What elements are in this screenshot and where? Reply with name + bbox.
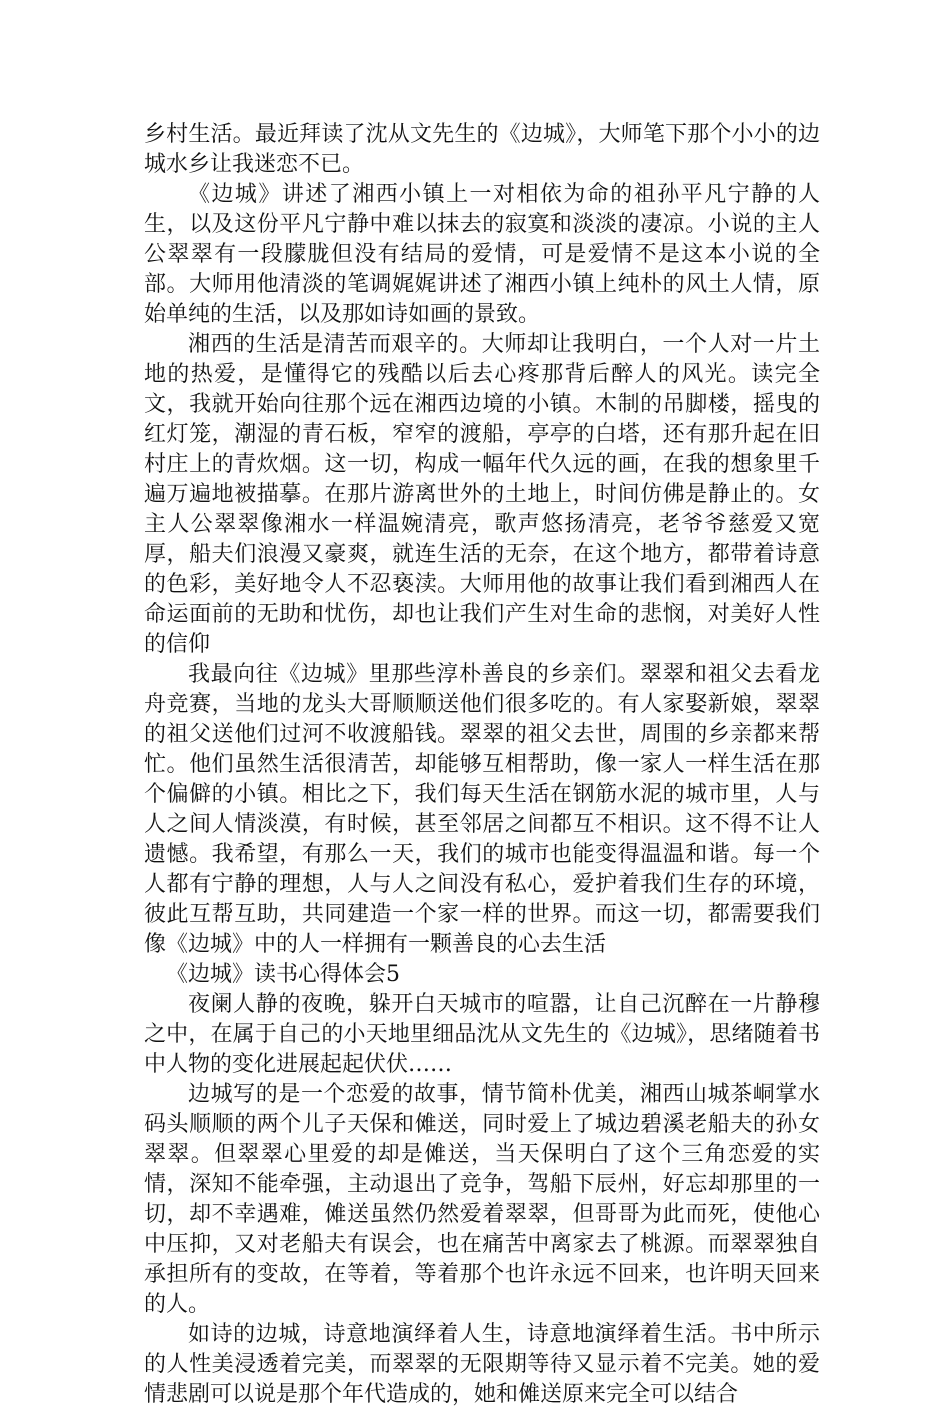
paragraph: 我最向往《边城》里那些淳朴善良的乡亲们。翠翠和祖父去看龙舟竞赛，当地的龙头大哥顺顺送他们很多吃的。有人家娶新娘，翠翠的祖父送他们过河不收渡船钱。翠翠的祖父去世，周围的乡亲都来帮忙。他们虽然生活很清苦，却能够互相帮助，像一家人一样生活在那个偏僻的小镇。相比之下，我们每天生活在钢筋水泥的城市里，人与人之间人情淡漠，有时候，甚至邻居之间都互不相识。这不得不让人遗憾。我希望，有那么一天，我们的城市也能变得温温和谐。每一个人都有宁静的理想，人与人之间没有私心，爱护着我们生存的环境，彼此互帮互助，共同建造一个家一样的世界。而这一切，都需要我们像《边城》中的人一样拥有一颗善良的心去生活: [144, 662, 820, 957]
paragraph: 《边城》讲述了湘西小镇上一对相依为命的祖孙平凡宁静的人生，以及这份平凡宁静中难以抹去的寂寞和淡淡的凄凉。小说的主人公翠翠有一段朦胧但没有结局的爱情，可是爱情不是这本小说的全部。大师用他清淡的笔调娓娓讲述了湘西小镇上纯朴的风土人情，原始单纯的生活，以及那如诗如画的景致。: [144, 182, 820, 327]
paragraph: 夜阑人静的夜晚，躲开白天城市的喧嚣，让自己沉醉在一片静穆之中，在属于自己的小天地里细品沈从文先生的《边城》，思绪随着书中人物的变化进展起起伏伏……: [144, 992, 820, 1077]
section-heading: 《边城》读书心得体会5: [166, 962, 400, 987]
paragraph: 边城写的是一个恋爱的故事，情节简朴优美，湘西山城茶峒掌水码头顺顺的两个儿子天保和傩送，同时爱上了城边碧溪老船夫的孙女翠翠。但翠翠心里爱的却是傩送，当天保明白了这个三角恋爱的实情，深知不能牵强，主动退出了竞争，驾船下辰州，好忘却那里的一切，却不幸遇难，傩送虽然仍然爱着翠翠，但哥哥为此而死，使他心中压抑，又对老船夫有误会，也在痛苦中离家去了桃源。而翠翠独自承担所有的变故，在等着，等着那个也许永远不回来，也许明天回来的人。: [144, 1082, 820, 1317]
paragraph: 乡村生活。最近拜读了沈从文先生的《边城》，大师笔下那个小小的边城水乡让我迷恋不已。: [144, 122, 820, 177]
paragraph: 如诗的边城，诗意地演绎着人生，诗意地演绎着生活。书中所示的人性美浸透着完美，而翠翠的无限期等待又显示着不完美。她的爱情悲剧可以说是那个年代造成的，她和傩送原来完全可以结合: [144, 1322, 820, 1407]
document-body: [144, 120, 820, 1410]
paragraph: 湘西的生活是清苦而艰辛的。大师却让我明白，一个人对一片土地的热爱，是懂得它的残酷以后去心疼那背后醉人的风光。读完全文，我就开始向往那个远在湘西边境的小镇。木制的吊脚楼，摇曳的红灯笼，潮湿的青石板，窄窄的渡船，亭亭的白塔，还有那升起在旧村庄上的青炊烟。这一切，构成一幅年代久远的画，在我的想象里千遍万遍地被描摹。在那片游离世外的土地上，时间仿佛是静止的。女主人公翠翠像湘水一样温婉清亮，歌声悠扬清亮，老爷爷慈爱又宽厚，船夫们浪漫又豪爽，就连生活的无奈，在这个地方，都带着诗意的色彩，美好地令人不忍亵渎。大师用他的故事让我们看到湘西人在命运面前的无助和忧伤，却也让我们产生对生命的悲悯，对美好人性的信仰: [144, 332, 820, 657]
